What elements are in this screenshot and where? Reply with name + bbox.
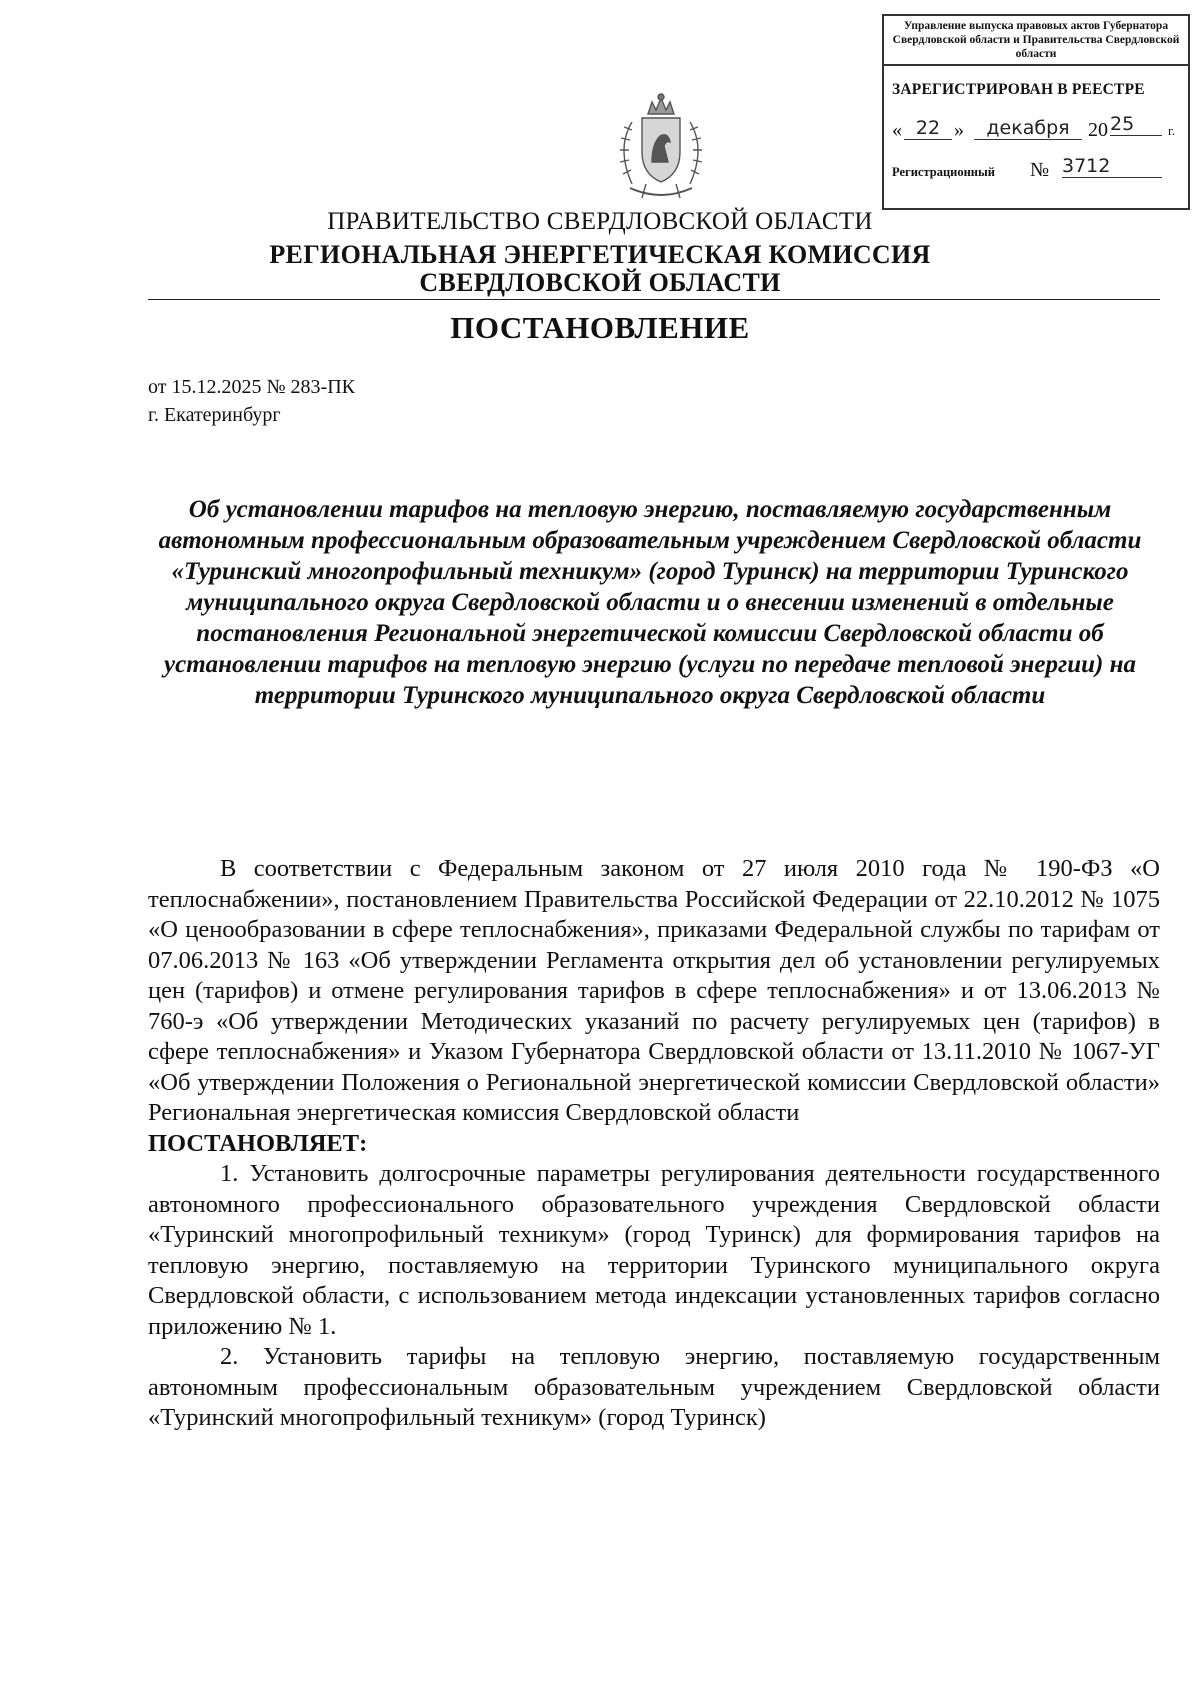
header-divider	[148, 299, 1160, 300]
stamp-year-prefix: 20	[1088, 119, 1108, 141]
document-city: г. Екатеринбург	[148, 404, 281, 426]
commission-name-line1: РЕГИОНАЛЬНАЯ ЭНЕРГЕТИЧЕСКАЯ КОМИССИЯ	[269, 240, 931, 269]
preamble-paragraph: В соответствии с Федеральным законом от 27 июля 2010 года № 190-ФЗ «О теплоснабжении», постановлением Правительства Российской Федерации от 22.10.2012 № 1075 «О ценообразовании в сфере теплоснабжения», приказами Федеральной службы по тарифам от 07.06.2013 № 163 «Об утверждении Регламента открытия дел об установлении регулируемых цен (тарифов) и отмене регулирования тарифов в сфере теплоснабжения» и от 13.06.2013 № 760-э «Об утверждении Методических указаний по расчету регулируемых цен (тарифов) в сфере теплоснабжения» и Указом Губернатора Свердловской области от 13.11.2010 № 1067-УГ «Об утверждении Положения о Региональной энергетической комиссии Свердловской области» Региональная энергетическая комиссия Свердловской области	[148, 855, 1160, 1126]
stamp-day: 22	[904, 117, 952, 140]
stamp-number-row	[892, 155, 1188, 185]
stamp-number: 3712	[1062, 155, 1162, 178]
document-date-number: от 15.12.2025 № 283-ПК	[148, 376, 356, 398]
stamp-year-suffix: 25	[1110, 113, 1162, 136]
coat-of-arms-emblem	[586, 92, 736, 204]
commission-name-line2: СВЕРДЛОВСКОЙ ОБЛАСТИ	[419, 268, 781, 297]
stamp-date	[892, 113, 1188, 145]
item-1-paragraph: 1. Установить долгосрочные параметры регулирования деятельности государственного автономного профессионального образовательного учреждения Свердловской области «Туринский многопрофильный техникум» (город Туринск) для формирования тарифов на тепловую энергию, поставляемую на территории Туринского муниципального округа Свердловской области, с использованием метода индексации установленных тарифов согласно приложению № 1.	[148, 1160, 1160, 1340]
stamp-quote-close: »	[954, 119, 964, 141]
document-title: Об установлении тарифов на тепловую энергию, поставляемую государственным автономным профессиональным образовательным учреждением Свердловской области «Туринский многопрофильный техникум» (город Туринск) на территории Туринского муниципального округа Свердловской области и о внесении изменений в отдельные постановления Региональной энергетической комиссии Свердловской области об установлении тарифов на тепловую энергию (услуги по передаче тепловой энергии) на территории Туринского муниципального округа Свердловской области	[158, 496, 1142, 709]
stamp-registered-label: ЗАРЕГИСТРИРОВАН В РЕЕСТРЕ	[892, 81, 1145, 98]
stamp-quote-open: «	[892, 119, 902, 141]
item-2-paragraph: 2. Установить тарифы на тепловую энергию, поставляемую государственным автономным профессиональным образовательным учреждением Свердловской области «Туринский многопрофильный техникум» (город Туринск)	[148, 1343, 1160, 1431]
government-name: ПРАВИТЕЛЬСТВО СВЕРДЛОВСКОЙ ОБЛАСТИ	[327, 208, 873, 235]
stamp-month: декабря	[974, 117, 1082, 140]
document-type: ПОСТАНОВЛЕНИЕ	[450, 310, 750, 345]
decree-heading: ПОСТАНОВЛЯЕТ:	[148, 1129, 368, 1157]
registration-stamp	[882, 14, 1190, 210]
stamp-number-label: Регистрационный	[892, 165, 995, 179]
stamp-year-unit: г.	[1168, 123, 1176, 138]
stamp-header: Управление выпуска правовых актов Губернатора Свердловской области и Правительства Свердловской области	[884, 16, 1188, 66]
stamp-number-sign: №	[1030, 159, 1050, 181]
document-body	[148, 854, 1160, 1434]
